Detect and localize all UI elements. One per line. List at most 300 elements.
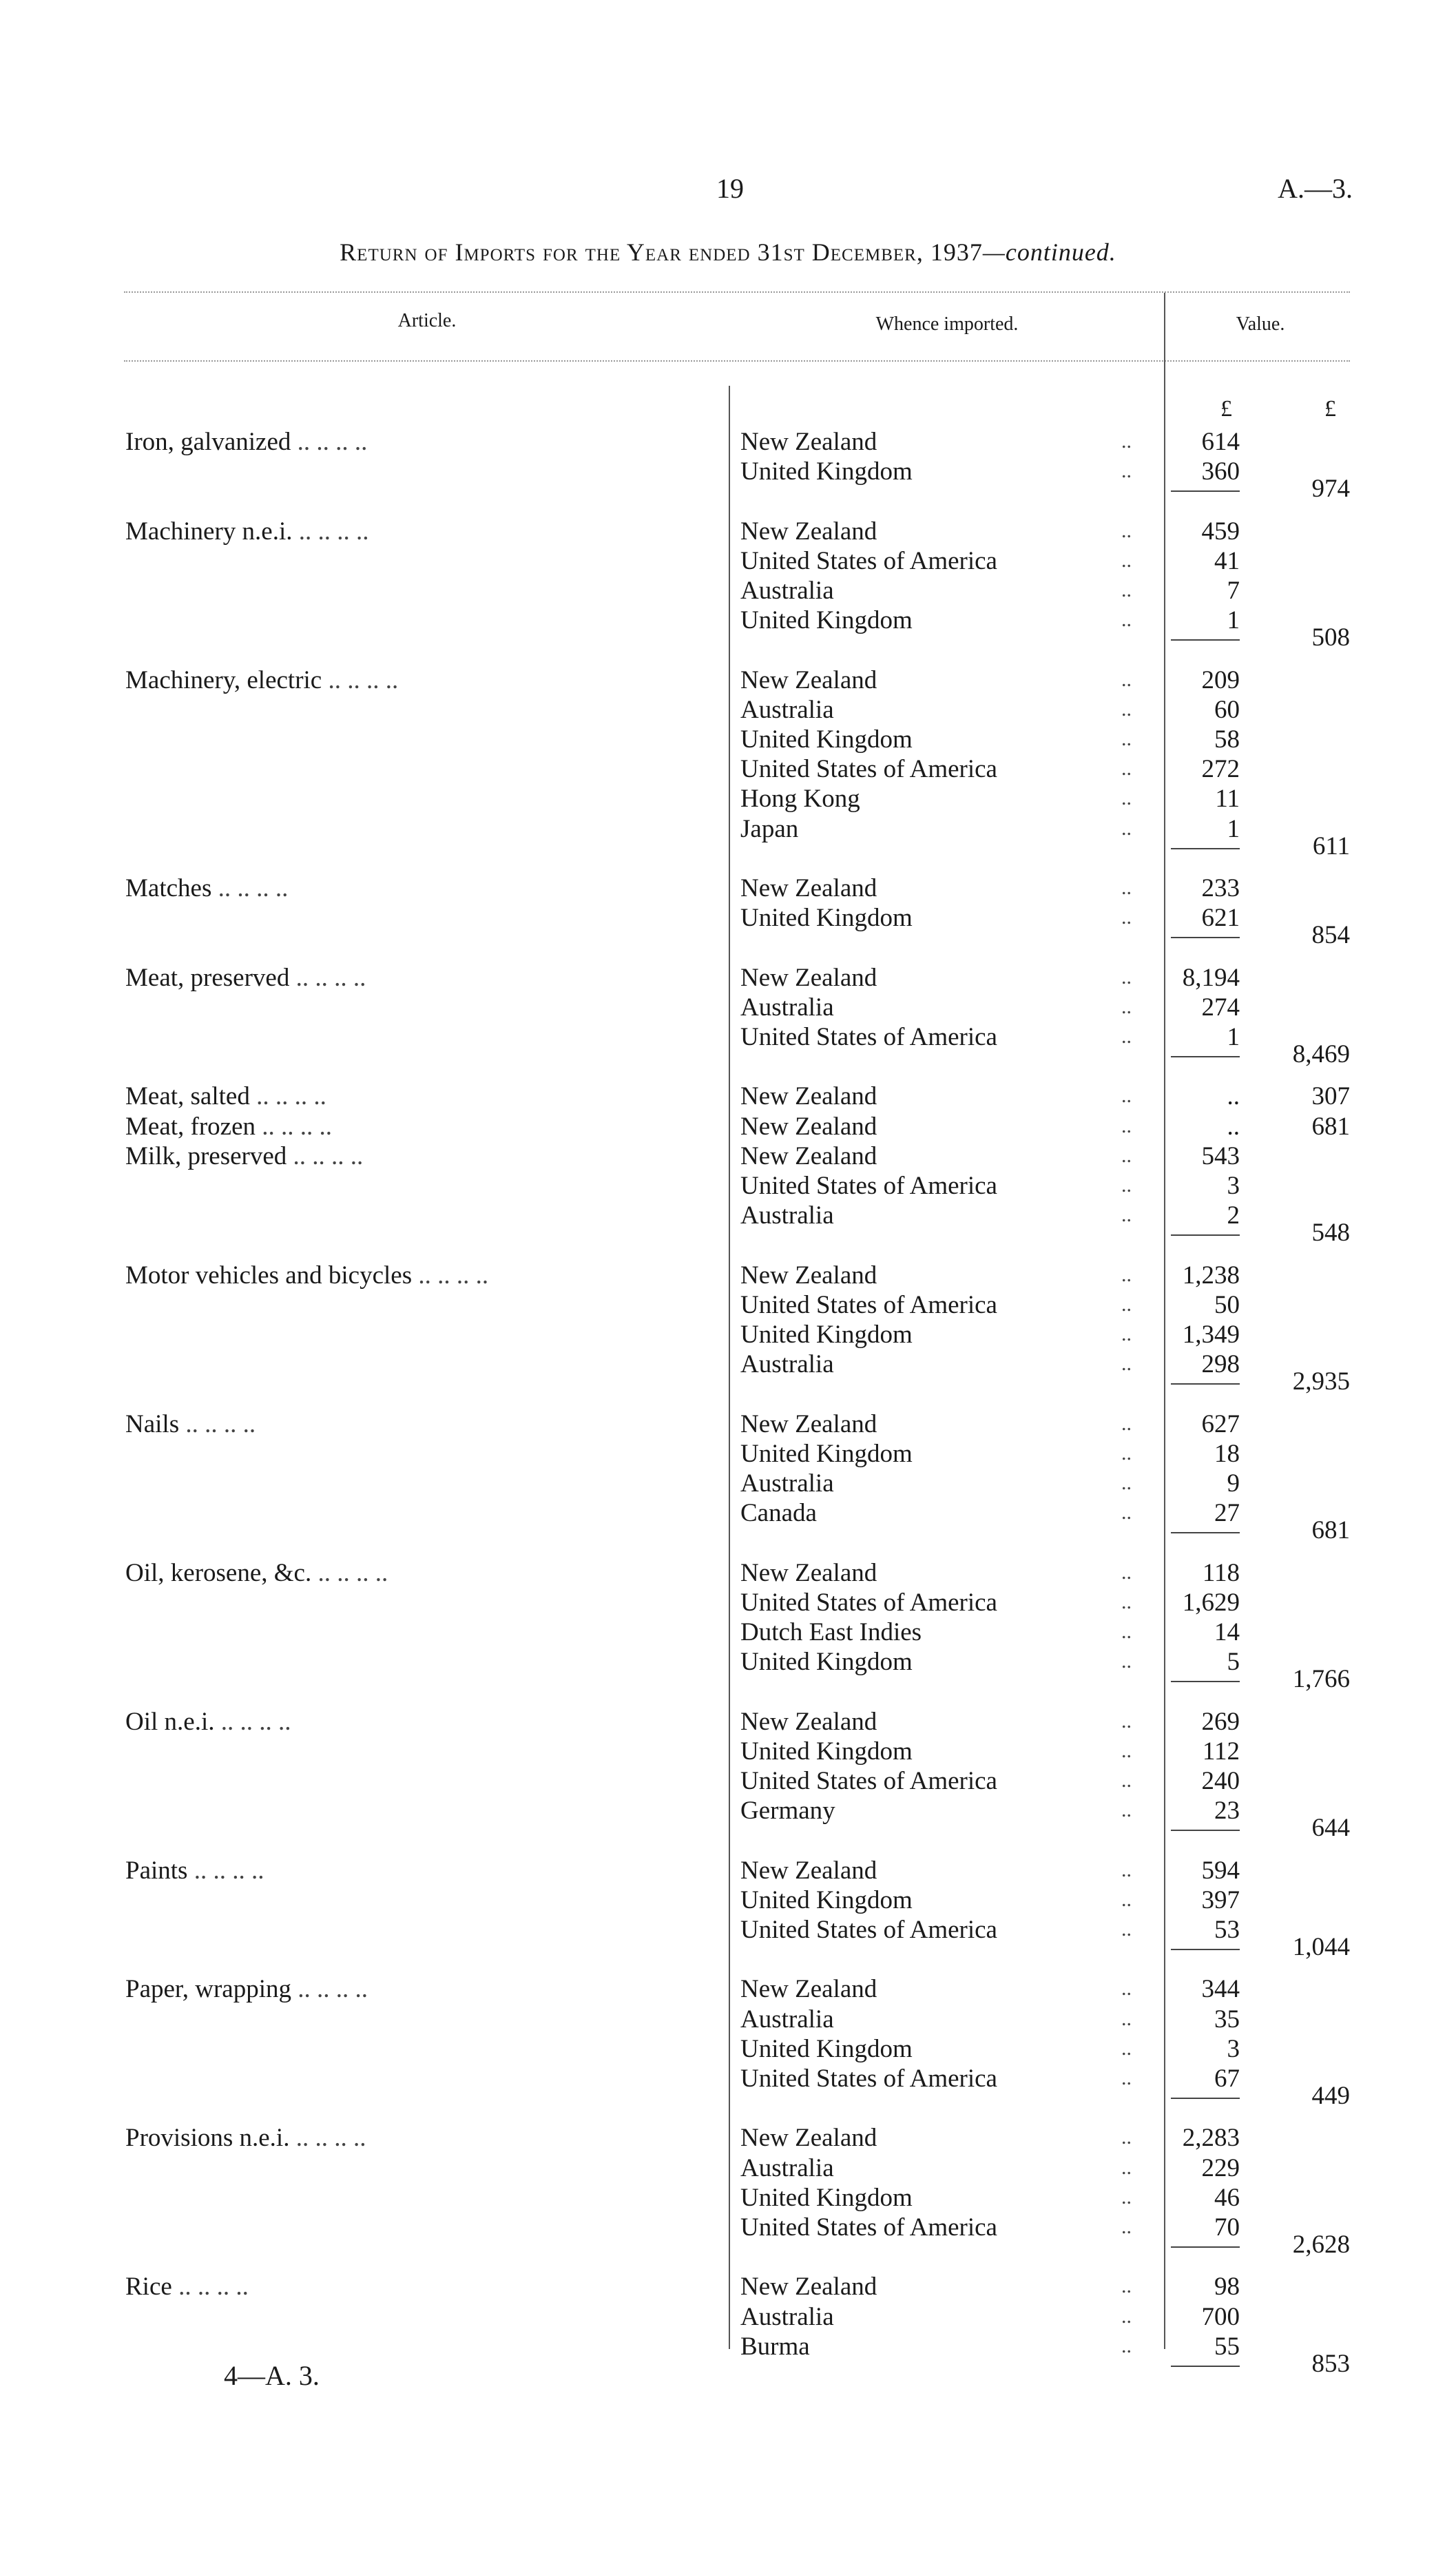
article-label <box>125 1082 326 1111</box>
country-text: New Zealand <box>740 874 877 902</box>
country-name <box>740 903 913 933</box>
country-text: United Kingdom <box>740 1439 913 1468</box>
country-text: Germany <box>740 1797 835 1825</box>
country-name <box>740 427 877 457</box>
subtotal-rule <box>1171 639 1240 641</box>
import-value: 621 <box>1201 904 1240 933</box>
country-name <box>740 606 913 635</box>
import-value: 614 <box>1201 428 1240 456</box>
leader-dots: .. <box>1121 2007 1132 2030</box>
article-text: Machinery n.e.i. <box>125 517 293 546</box>
country-text: United States of America <box>740 2213 997 2242</box>
country-text: New Zealand <box>740 1141 877 1170</box>
article-total: 8,469 <box>1292 1040 1350 1069</box>
article-label <box>125 1707 291 1737</box>
country-text: United States of America <box>740 1916 997 1944</box>
import-value: 594 <box>1201 1856 1240 1885</box>
header-rule-top <box>124 291 1350 293</box>
header-value: Value. <box>1236 313 1285 335</box>
subtotal-rule <box>1171 2098 1240 2099</box>
country-name <box>740 963 877 993</box>
leader-dots: .. <box>1121 608 1132 632</box>
country-name <box>740 1558 877 1588</box>
leader-dots: .. .. .. .. <box>291 1975 368 2004</box>
country-name <box>740 1856 877 1885</box>
country-name <box>740 2213 997 2242</box>
import-value: 60 <box>1214 695 1240 724</box>
leader-dots: .. .. .. .. <box>211 874 289 902</box>
import-value: 1,629 <box>1182 1588 1240 1617</box>
import-value: 209 <box>1201 665 1240 694</box>
import-value: 397 <box>1201 1885 1240 1914</box>
import-value: 269 <box>1201 1707 1240 1736</box>
country-name <box>740 2064 997 2093</box>
import-value: 2 <box>1227 1201 1240 1230</box>
leader-dots: .. .. .. .. <box>214 1707 291 1736</box>
import-value: 98 <box>1214 2273 1240 2301</box>
country-name <box>740 665 877 695</box>
leader-dots: .. <box>1121 1739 1132 1762</box>
leader-dots: .. <box>1121 1918 1132 1941</box>
leader-dots: .. <box>1121 906 1132 929</box>
article-total: 974 <box>1311 475 1350 504</box>
subtotal-rule <box>1171 1681 1240 1682</box>
article-total: 611 <box>1312 831 1350 860</box>
country-text: New Zealand <box>740 2273 877 2301</box>
import-value: 2,283 <box>1182 2124 1240 2153</box>
article-total: 853 <box>1311 2350 1350 2378</box>
header-whence: Whence imported. <box>875 313 1019 335</box>
leader-dots: .. <box>1121 1203 1132 1227</box>
import-value: 344 <box>1201 1975 1240 2004</box>
country-text: New Zealand <box>740 1975 877 2004</box>
article-text: Motor vehicles and bicycles <box>125 1261 413 1290</box>
country-name <box>740 1349 834 1379</box>
country-name <box>740 725 913 754</box>
article-total: 681 <box>1311 1516 1350 1545</box>
import-value: 1 <box>1227 1023 1240 1051</box>
leader-dots: .. .. .. .. <box>289 2124 366 2153</box>
country-name <box>740 1320 913 1349</box>
country-text: New Zealand <box>740 1707 877 1736</box>
leader-dots: .. <box>1121 816 1132 840</box>
import-value: 240 <box>1201 1767 1240 1795</box>
country-name <box>740 1617 922 1647</box>
import-value: 1 <box>1227 606 1240 635</box>
article-text: Provisions n.e.i. <box>125 2124 290 2153</box>
leader-dots: .. <box>1121 2036 1132 2060</box>
import-value: 118 <box>1202 1558 1240 1587</box>
country-text: United Kingdom <box>740 904 913 933</box>
import-value: 46 <box>1214 2183 1240 2212</box>
country-name <box>740 1171 997 1201</box>
country-text: United Kingdom <box>740 2183 913 2212</box>
leader-dots: .. <box>1121 1650 1132 1673</box>
article-label <box>125 1856 264 1885</box>
country-name <box>740 2153 834 2183</box>
article-label <box>125 1409 256 1439</box>
country-text: United States of America <box>740 546 997 575</box>
country-name <box>740 1588 997 1617</box>
import-value: 459 <box>1201 517 1240 546</box>
import-value: 3 <box>1227 1172 1240 1200</box>
country-name <box>740 993 834 1022</box>
article-total: 1,044 <box>1292 1933 1350 1962</box>
leader-dots: .. <box>1121 1471 1132 1494</box>
leader-dots: .. <box>1121 1769 1132 1792</box>
country-name <box>740 1439 913 1469</box>
country-text: New Zealand <box>740 428 877 456</box>
leader-dots: .. <box>1121 995 1132 1018</box>
article-text: Paper, wrapping <box>125 1975 292 2004</box>
country-name <box>740 784 860 814</box>
leader-dots: .. <box>1121 876 1132 899</box>
leader-dots: .. <box>1121 2334 1132 2357</box>
country-text: United States of America <box>740 1767 997 1795</box>
leader-dots: .. .. .. .. <box>249 1082 326 1111</box>
leader-dots: .. <box>1121 1323 1132 1345</box>
leader-dots: .. <box>1121 459 1132 483</box>
country-text: United Kingdom <box>740 2034 913 2063</box>
leader-dots: .. <box>1121 2067 1132 2089</box>
country-text: Australia <box>740 2302 834 2331</box>
subtotal-rule <box>1171 848 1240 849</box>
article-text: Milk, preserved <box>125 1141 287 1170</box>
country-name <box>740 1647 913 1677</box>
import-value: 55 <box>1214 2332 1240 2361</box>
leader-dots: .. .. .. .. <box>322 665 399 694</box>
country-name <box>740 814 798 844</box>
article-text: Meat, preserved <box>125 963 290 992</box>
column-divider-left <box>729 386 730 2349</box>
leader-dots: .. .. .. .. <box>287 1141 364 1170</box>
leader-dots: .. <box>1121 1858 1132 1881</box>
article-label <box>125 665 398 695</box>
import-value: 8,194 <box>1182 963 1240 992</box>
country-name <box>740 1885 913 1915</box>
article-label <box>125 517 368 546</box>
article-text: Oil n.e.i. <box>125 1707 215 1736</box>
country-text: Australia <box>740 695 834 724</box>
country-text: United States of America <box>740 755 997 784</box>
leader-dots: .. .. .. .. <box>187 1856 264 1885</box>
article-label <box>125 1558 388 1588</box>
import-value: 50 <box>1214 1290 1240 1319</box>
import-value: 5 <box>1227 1648 1240 1677</box>
import-value: 112 <box>1202 1737 1240 1766</box>
leader-dots: .. <box>1121 1263 1132 1286</box>
article-text: Oil, kerosene, &c. <box>125 1558 312 1587</box>
country-text: New Zealand <box>740 1558 877 1587</box>
country-name <box>740 2332 810 2361</box>
leader-dots: .. <box>1121 965 1132 989</box>
import-value: 1,349 <box>1182 1321 1240 1349</box>
leader-dots: .. <box>1121 757 1132 780</box>
leader-dots: .. <box>1121 519 1132 542</box>
article-text: Meat, frozen <box>125 1112 256 1141</box>
subtotal-rule <box>1171 1532 1240 1533</box>
subtotal-rule <box>1171 1383 1240 1385</box>
article-label <box>125 1261 488 1290</box>
article-total: 1,766 <box>1292 1665 1350 1694</box>
import-value: 41 <box>1214 546 1240 575</box>
leader-dots: .. .. .. .. <box>289 963 366 992</box>
import-value: 233 <box>1201 874 1240 902</box>
leader-dots: .. <box>1121 1977 1132 2000</box>
article-text: Nails <box>125 1409 180 1438</box>
import-value: 23 <box>1214 1797 1240 1825</box>
article-label <box>125 1112 332 1141</box>
leader-dots: .. <box>1121 1352 1132 1376</box>
article-label <box>125 873 288 903</box>
import-value: 700 <box>1201 2302 1240 2331</box>
country-name <box>740 1915 997 1945</box>
country-text: New Zealand <box>740 2124 877 2153</box>
country-text: United Kingdom <box>740 1648 913 1677</box>
leader-dots: .. <box>1121 2185 1132 2209</box>
article-text: Matches <box>125 874 212 902</box>
import-value: 272 <box>1201 755 1240 784</box>
country-name <box>740 2302 834 2332</box>
table-title <box>0 238 1456 267</box>
leader-dots: .. <box>1121 548 1132 572</box>
article-total: 644 <box>1311 1814 1350 1843</box>
leader-dots: .. <box>1121 1441 1132 1465</box>
leader-dots: .. <box>1121 697 1132 721</box>
article-total: 548 <box>1311 1219 1350 1248</box>
import-value: 67 <box>1214 2065 1240 2093</box>
leader-dots: .. <box>1121 2304 1132 2328</box>
subtotal-rule <box>1171 1830 1240 1831</box>
country-name <box>740 2272 877 2301</box>
country-text: Australia <box>740 1350 834 1379</box>
leader-dots: .. .. .. .. <box>256 1112 333 1141</box>
leader-dots: .. <box>1121 1560 1132 1584</box>
import-value: 298 <box>1201 1350 1240 1379</box>
country-name <box>740 754 997 784</box>
import-value: 70 <box>1214 2213 1240 2242</box>
country-name <box>740 1201 834 1230</box>
country-text: Australia <box>740 2005 834 2034</box>
country-text: United States of America <box>740 2065 997 2093</box>
article-total: 2,935 <box>1292 1367 1350 1396</box>
country-name <box>740 1261 877 1290</box>
article-text: Meat, salted <box>125 1082 250 1111</box>
country-text: New Zealand <box>740 1856 877 1885</box>
country-text: United Kingdom <box>740 1737 913 1766</box>
leader-dots: .. .. .. .. <box>291 428 368 456</box>
article-total: 307 <box>1311 1082 1350 1111</box>
footer-signature: 4—A. 3. <box>224 2360 320 2391</box>
document-reference: A.—3. <box>1278 173 1353 204</box>
leader-dots: .. .. .. .. <box>292 517 369 546</box>
import-value: 229 <box>1201 2153 1240 2182</box>
subtotal-rule <box>1171 2366 1240 2367</box>
country-name <box>740 2034 913 2064</box>
country-name <box>740 576 834 606</box>
subtotal-rule <box>1171 490 1240 492</box>
country-name <box>740 1409 877 1439</box>
article-label <box>125 2123 366 2153</box>
country-name <box>740 1082 877 1111</box>
leader-dots: .. <box>1121 2126 1132 2149</box>
import-value: 35 <box>1214 2005 1240 2034</box>
country-text: United States of America <box>740 1172 997 1200</box>
leader-dots: .. <box>1121 1887 1132 1911</box>
page-number: 19 <box>716 173 744 204</box>
country-name <box>740 1112 877 1141</box>
import-value: 1,238 <box>1182 1261 1240 1290</box>
currency-symbol-values: £ <box>1220 396 1232 422</box>
import-value: 7 <box>1227 577 1240 605</box>
country-text: New Zealand <box>740 1082 877 1111</box>
import-value: 58 <box>1214 725 1240 754</box>
country-text: Australia <box>740 1469 834 1498</box>
country-text: United States of America <box>740 1023 997 1051</box>
country-name <box>740 457 913 486</box>
country-text: Hong Kong <box>740 785 860 814</box>
article-total: 2,628 <box>1292 2231 1350 2259</box>
leader-dots: .. <box>1121 1292 1132 1316</box>
title-main: Return of Imports for the Year ended 31st December, 1937 <box>340 238 983 266</box>
leader-dots: .. <box>1121 579 1132 601</box>
leader-dots: .. .. .. .. <box>171 2273 249 2301</box>
country-text: New Zealand <box>740 665 877 694</box>
country-name <box>740 1469 834 1498</box>
leader-dots: .. <box>1121 2155 1132 2179</box>
import-value: 627 <box>1201 1409 1240 1438</box>
article-total: 854 <box>1311 921 1350 950</box>
leader-dots: .. <box>1121 1411 1132 1435</box>
country-text: New Zealand <box>740 1112 877 1141</box>
leader-dots: .. .. .. .. <box>412 1261 489 1290</box>
leader-dots: .. <box>1121 727 1132 750</box>
country-name <box>740 1707 877 1737</box>
article-total: 508 <box>1311 623 1350 652</box>
leader-dots: .. <box>1121 1501 1132 1524</box>
header-article: Article. <box>397 310 457 331</box>
country-name <box>740 2123 877 2153</box>
subtotal-rule <box>1171 937 1240 938</box>
leader-dots: .. .. .. .. <box>311 1558 388 1587</box>
country-text: Australia <box>740 2153 834 2182</box>
import-value: 18 <box>1214 1439 1240 1468</box>
country-name <box>740 2005 834 2034</box>
leader-dots: .. <box>1121 2215 1132 2238</box>
country-name <box>740 517 877 546</box>
article-label <box>125 427 367 457</box>
leader-dots: .. <box>1121 1174 1132 1197</box>
article-label <box>125 1141 363 1171</box>
title-suffix: —continued. <box>982 238 1116 266</box>
article-label <box>125 1974 368 2004</box>
country-text: Japan <box>740 814 799 843</box>
leader-dots: .. <box>1121 787 1132 810</box>
country-text: New Zealand <box>740 517 877 546</box>
leader-dots: .. .. .. .. <box>179 1409 256 1438</box>
country-text: Australia <box>740 1201 834 1230</box>
country-name <box>740 695 834 725</box>
country-name <box>740 2183 913 2213</box>
import-value: 11 <box>1215 785 1240 814</box>
country-text: New Zealand <box>740 963 877 992</box>
article-text: Paints <box>125 1856 188 1885</box>
country-text: United Kingdom <box>740 606 913 635</box>
country-text: Burma <box>740 2332 810 2361</box>
article-text: Rice <box>125 2273 172 2301</box>
leader-dots: .. <box>1121 430 1132 453</box>
import-value: 360 <box>1201 457 1240 486</box>
country-name <box>740 1022 997 1052</box>
import-value: .. <box>1227 1112 1240 1141</box>
import-value: .. <box>1227 1082 1240 1111</box>
leader-dots: .. <box>1121 1590 1132 1613</box>
subtotal-rule <box>1171 1234 1240 1236</box>
country-name <box>740 1498 817 1528</box>
leader-dots: .. <box>1121 1025 1132 1048</box>
leader-dots: .. <box>1121 1620 1132 1643</box>
country-text: Australia <box>740 993 834 1022</box>
import-value: 14 <box>1214 1618 1240 1646</box>
country-text: United Kingdom <box>740 725 913 754</box>
country-name <box>740 546 997 576</box>
currency-symbol-totals: £ <box>1324 396 1336 422</box>
leader-dots: .. <box>1121 2275 1132 2298</box>
subtotal-rule <box>1171 2246 1240 2248</box>
country-name <box>740 1141 877 1171</box>
header-rule-bottom <box>124 360 1350 362</box>
country-text: New Zealand <box>740 1409 877 1438</box>
country-text: United Kingdom <box>740 1885 913 1914</box>
country-text: United Kingdom <box>740 1321 913 1349</box>
subtotal-rule <box>1171 1056 1240 1057</box>
import-value: 1 <box>1227 814 1240 843</box>
country-text: Australia <box>740 577 834 605</box>
leader-dots: .. <box>1121 1709 1132 1732</box>
country-text: United States of America <box>740 1290 997 1319</box>
country-name <box>740 873 877 903</box>
leader-dots: .. <box>1121 1799 1132 1822</box>
country-name <box>740 1290 997 1320</box>
article-text: Iron, galvanized <box>125 428 291 456</box>
country-text: Dutch East Indies <box>740 1618 922 1646</box>
article-label <box>125 963 366 993</box>
country-name <box>740 1796 835 1825</box>
country-name <box>740 1737 913 1766</box>
article-total: 449 <box>1311 2082 1350 2111</box>
country-name <box>740 1974 877 2004</box>
subtotal-rule <box>1171 1949 1240 1950</box>
leader-dots: .. <box>1121 668 1132 691</box>
country-text: United States of America <box>740 1588 997 1617</box>
country-text: Canada <box>740 1499 817 1528</box>
leader-dots: .. <box>1121 1114 1132 1137</box>
article-text: Machinery, electric <box>125 665 322 694</box>
import-value: 274 <box>1201 993 1240 1022</box>
country-name <box>740 1766 997 1796</box>
article-label <box>125 2272 249 2301</box>
leader-dots: .. <box>1121 1084 1132 1108</box>
import-value: 53 <box>1214 1916 1240 1944</box>
country-text: New Zealand <box>740 1261 877 1290</box>
article-total: 681 <box>1311 1112 1350 1141</box>
leader-dots: .. <box>1121 1144 1132 1167</box>
import-value: 27 <box>1214 1499 1240 1528</box>
country-text: United Kingdom <box>740 457 913 486</box>
import-value: 3 <box>1227 2034 1240 2063</box>
import-value: 9 <box>1227 1469 1240 1498</box>
import-value: 543 <box>1201 1141 1240 1170</box>
